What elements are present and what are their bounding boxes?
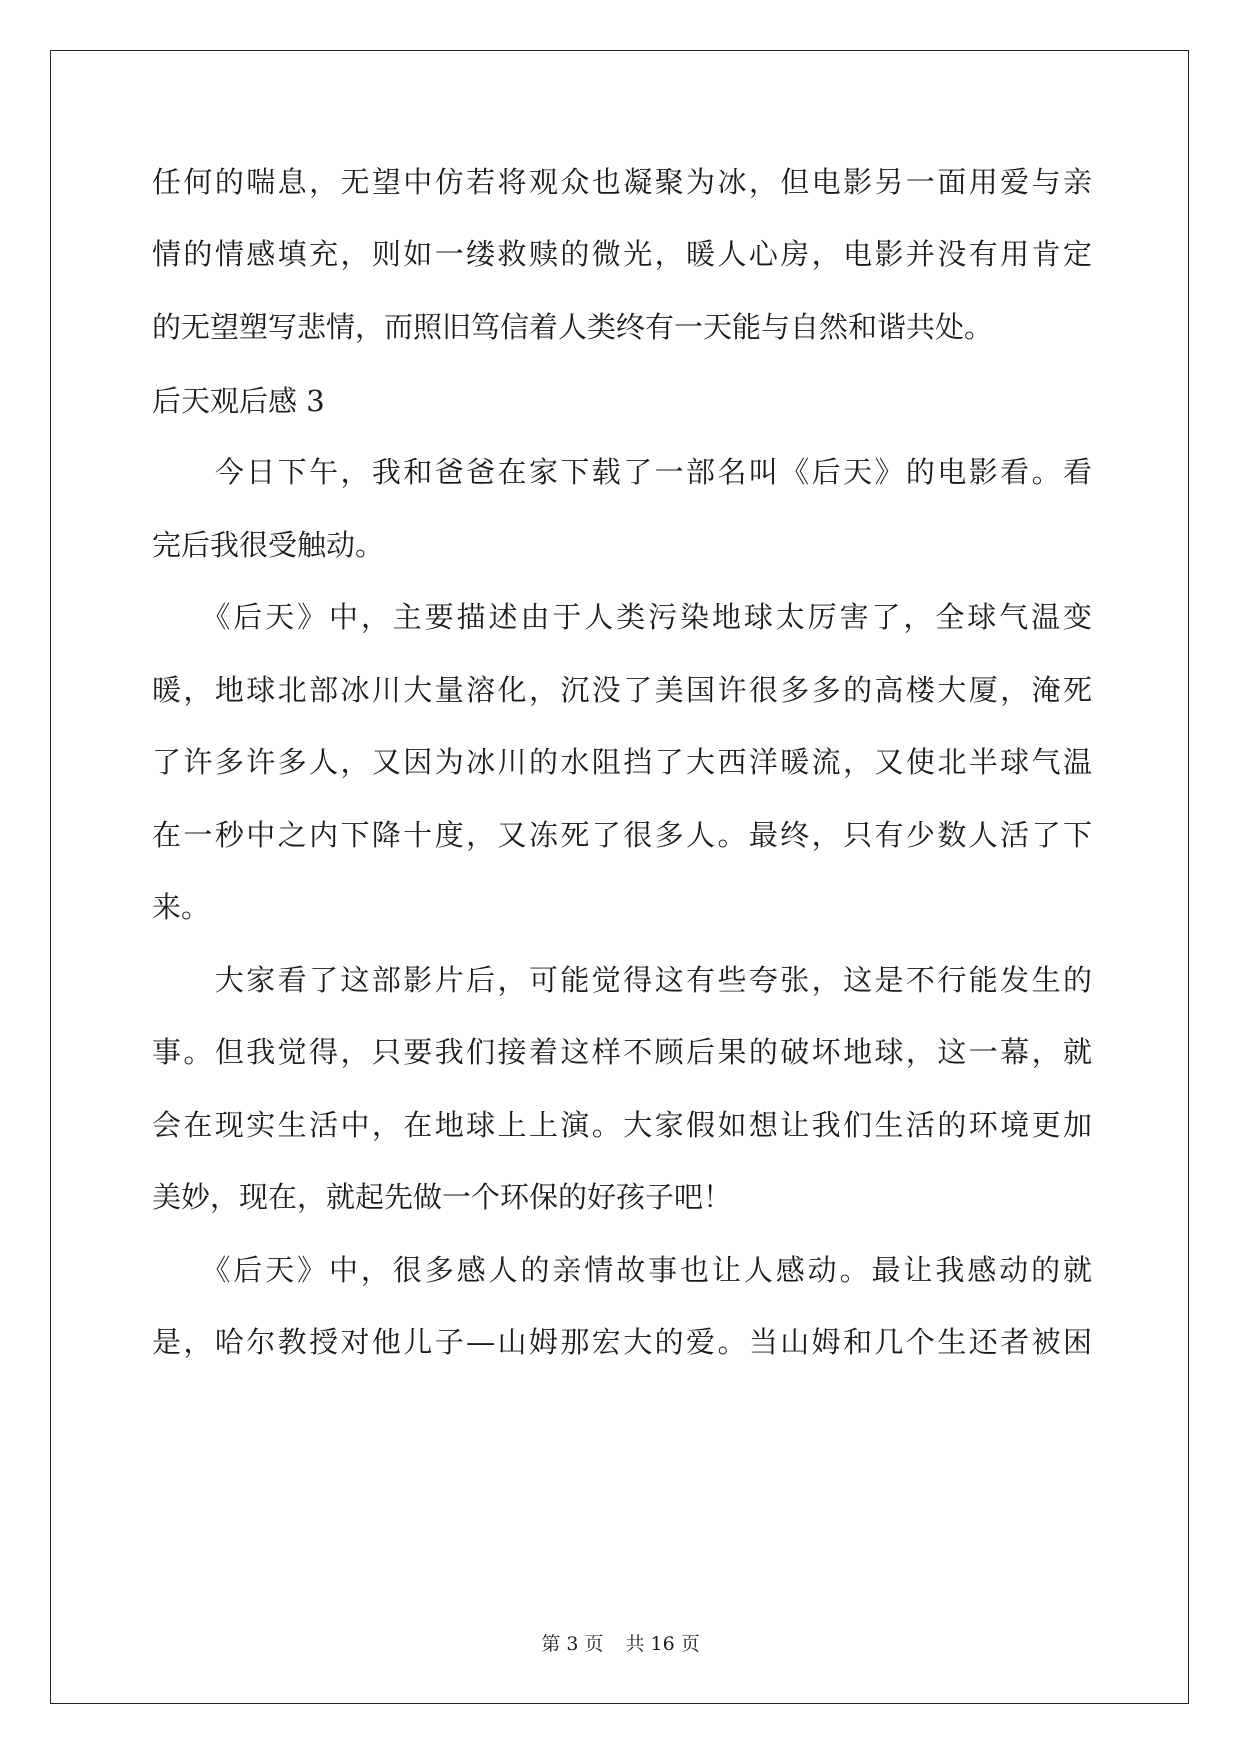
text-line: 在一秒中之内下降十度，又冻死了很多人。最终，只有少数人活了下 xyxy=(152,818,1092,852)
text-line: 任何的喘息，无望中仿若将观众也凝聚为冰，但电影另一面用爱与亲 xyxy=(152,165,1092,199)
text-line: 情的情感填充，则如一缕救赎的微光，暖人心房，电影并没有用肯定 xyxy=(152,237,1092,271)
text-line: 《后天》中，主要描述由于人类污染地球太厉害了，全球气温变 xyxy=(152,600,1092,634)
text-line: 的无望塑写悲情，而照旧笃信着人类终有一天能与自然和谐共处。 xyxy=(152,310,994,344)
text-line: 暖，地球北部冰川大量溶化，沉没了美国许很多多的高楼大厦，淹死 xyxy=(152,673,1092,707)
text-line: 是，哈尔教授对他儿子—山姆那宏大的爱。当山姆和几个生还者被困 xyxy=(152,1325,1092,1359)
text-line: 了许多许多人，又因为冰川的水阻挡了大西洋暖流，又使北半球气温 xyxy=(152,745,1092,779)
section-heading: 后天观后感 3 xyxy=(152,384,325,418)
page-number: 第 3 页 xyxy=(541,1633,604,1655)
text-line: 大家看了这部影片后，可能觉得这有些夸张，这是不行能发生的 xyxy=(152,963,1092,997)
text-line: 会在现实生活中，在地球上上演。大家假如想让我们生活的环境更加 xyxy=(152,1108,1092,1142)
text-line: 美妙，现在，就起先做一个环保的好孩子吧！ xyxy=(152,1180,733,1214)
text-line: 今日下午，我和爸爸在家下载了一部名叫《后天》的电影看。看 xyxy=(152,455,1092,489)
text-line: 事。但我觉得，只要我们接着这样不顾后果的破坏地球，这一幕，就 xyxy=(152,1035,1092,1069)
page-footer xyxy=(0,1632,1241,1656)
text-line: 完后我很受触动。 xyxy=(152,528,385,562)
page-border xyxy=(50,50,1189,1704)
page-total: 共 16 页 xyxy=(625,1633,700,1655)
text-line: 来。 xyxy=(152,890,211,924)
text-line: 《后天》中，很多感人的亲情故事也让人感动。最让我感动的就 xyxy=(152,1253,1092,1287)
